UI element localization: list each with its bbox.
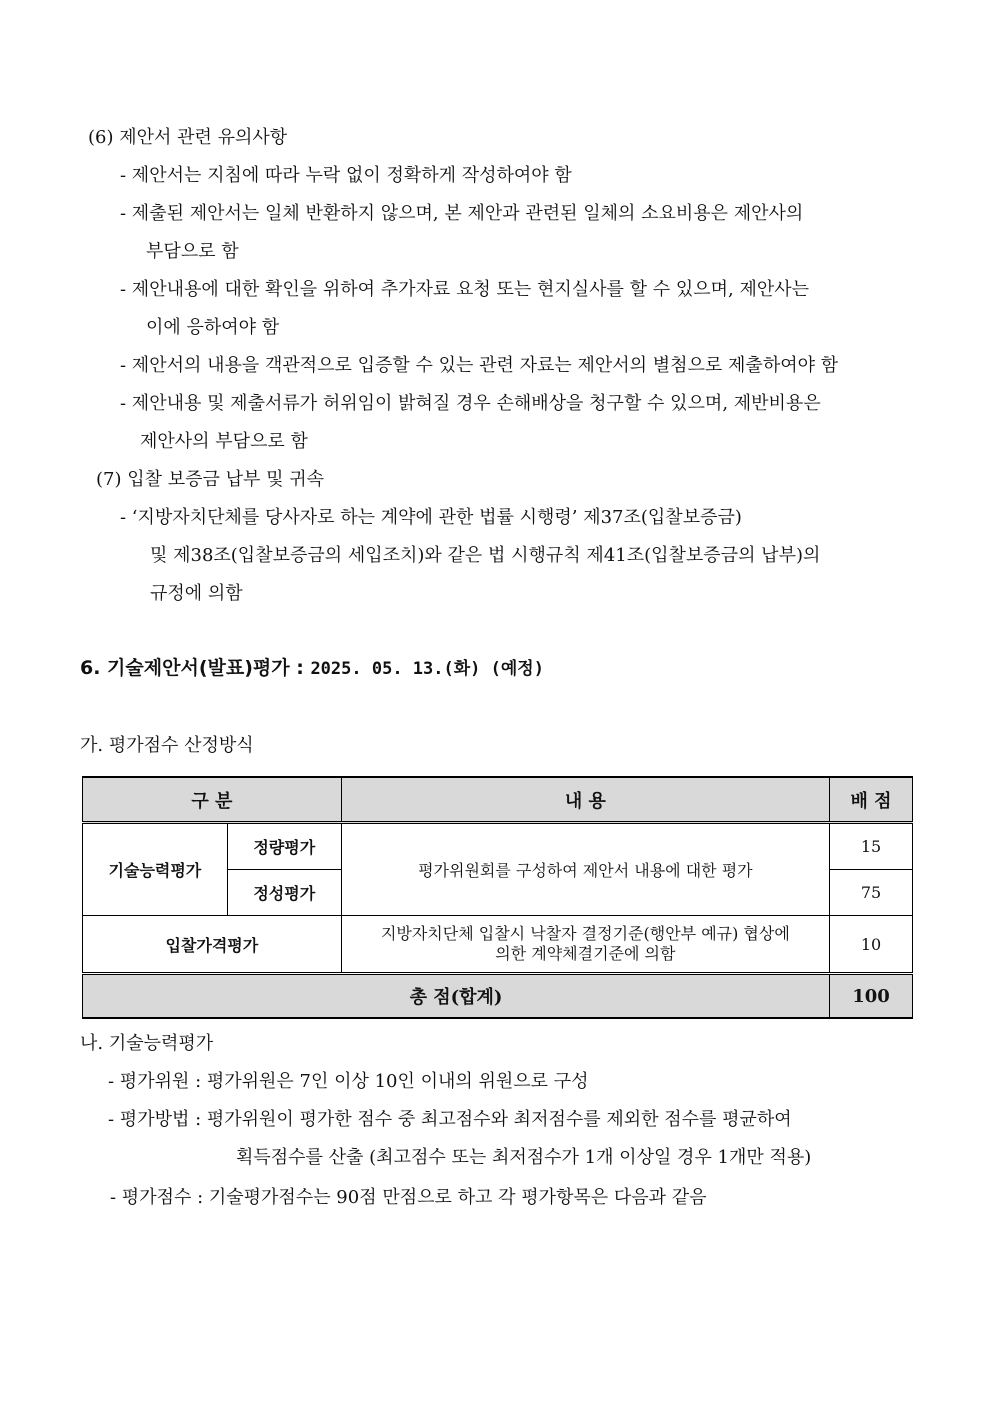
total-score: 100 bbox=[830, 974, 913, 1019]
score-qualitative: 75 bbox=[830, 870, 913, 916]
score-quantitative: 15 bbox=[830, 823, 913, 870]
row-price-eval: 입찰가격평가 bbox=[83, 916, 342, 974]
merged-content: 평가위원회를 구성하여 제안서 내용에 대한 평가 bbox=[341, 823, 829, 916]
score-price: 10 bbox=[830, 916, 913, 974]
price-eval-content-line2: 의한 계약체결기준에 의함 bbox=[495, 944, 676, 963]
list-item: - 평가방법 : 평가위원이 평가한 점수 중 최고점수와 최저점수를 제외한 점수를 평균하여 bbox=[108, 1109, 792, 1130]
section-6-title: (6) 제안서 관련 유의사항 bbox=[88, 127, 288, 148]
list-item-continued: 이에 응하여야 함 bbox=[146, 317, 280, 338]
subsection-ga-title: 가. 평가점수 산정방식 bbox=[80, 735, 254, 756]
subsection-na-title: 나. 기술능력평가 bbox=[80, 1033, 214, 1054]
heading-label: 6. 기술제안서(발표)평가 : bbox=[80, 657, 311, 679]
section-heading-6 bbox=[80, 653, 544, 680]
heading-date: 2025. 05. 13.(화) (예정) bbox=[310, 659, 544, 679]
row-quantitative: 정량평가 bbox=[227, 823, 341, 870]
list-item: - 제안내용 및 제출서류가 허위임이 밝혀질 경우 손해배상을 청구할 수 있으며, 제반비용은 bbox=[120, 393, 821, 414]
header-content: 내 용 bbox=[341, 777, 829, 823]
list-item: - 제안서는 지침에 따라 누락 없이 정확하게 작성하여야 함 bbox=[120, 165, 572, 186]
list-item: - 제출된 제안서는 일체 반환하지 않으며, 본 제안과 관련된 일체의 소요비용은 제안사의 bbox=[120, 203, 804, 224]
list-item-continued: 제안사의 부담으로 함 bbox=[140, 431, 308, 452]
row-qualitative: 정성평가 bbox=[227, 870, 341, 916]
list-item-continued: 부담으로 함 bbox=[146, 241, 239, 262]
list-item: - 평가점수 : 기술평가점수는 90점 만점으로 하고 각 평가항목은 다음과 같음 bbox=[110, 1187, 707, 1208]
list-item: - 제안서의 내용을 객관적으로 입증할 수 있는 관련 자료는 제안서의 별첨으로 제출하여야 함 bbox=[120, 355, 839, 376]
price-eval-content bbox=[341, 916, 829, 974]
evaluation-table bbox=[82, 776, 913, 1019]
list-item-continued: 및 제38조(입찰보증금의 세입조치)와 같은 법 시행규칙 제41조(입찰보증금의 납부)의 bbox=[150, 545, 821, 566]
header-score: 배 점 bbox=[830, 777, 913, 823]
total-label: 총 점(합계) bbox=[83, 974, 830, 1019]
list-item: - ‘지방자치단체를 당사자로 하는 계약에 관한 법률 시행령’ 제37조(입찰보증금) bbox=[120, 507, 742, 528]
section-7-title: (7) 입찰 보증금 납부 및 귀속 bbox=[96, 469, 324, 490]
list-item-continued: 획득점수를 산출 (최고점수 또는 최저점수가 1개 이상일 경우 1개만 적용) bbox=[236, 1147, 812, 1168]
list-item-continued: 규정에 의함 bbox=[150, 583, 243, 604]
group-tech-eval: 기술능력평가 bbox=[83, 823, 228, 916]
list-item: - 평가위원 : 평가위원은 7인 이상 10인 이내의 위원으로 구성 bbox=[108, 1071, 589, 1092]
price-eval-content-line1: 지방자치단체 입찰시 낙찰자 결정기준(행안부 예규) 협상에 bbox=[380, 924, 790, 943]
list-item: - 제안내용에 대한 확인을 위하여 추가자료 요청 또는 현지실사를 할 수 있으며, 제안사는 bbox=[120, 279, 810, 300]
header-category: 구 분 bbox=[83, 777, 342, 823]
